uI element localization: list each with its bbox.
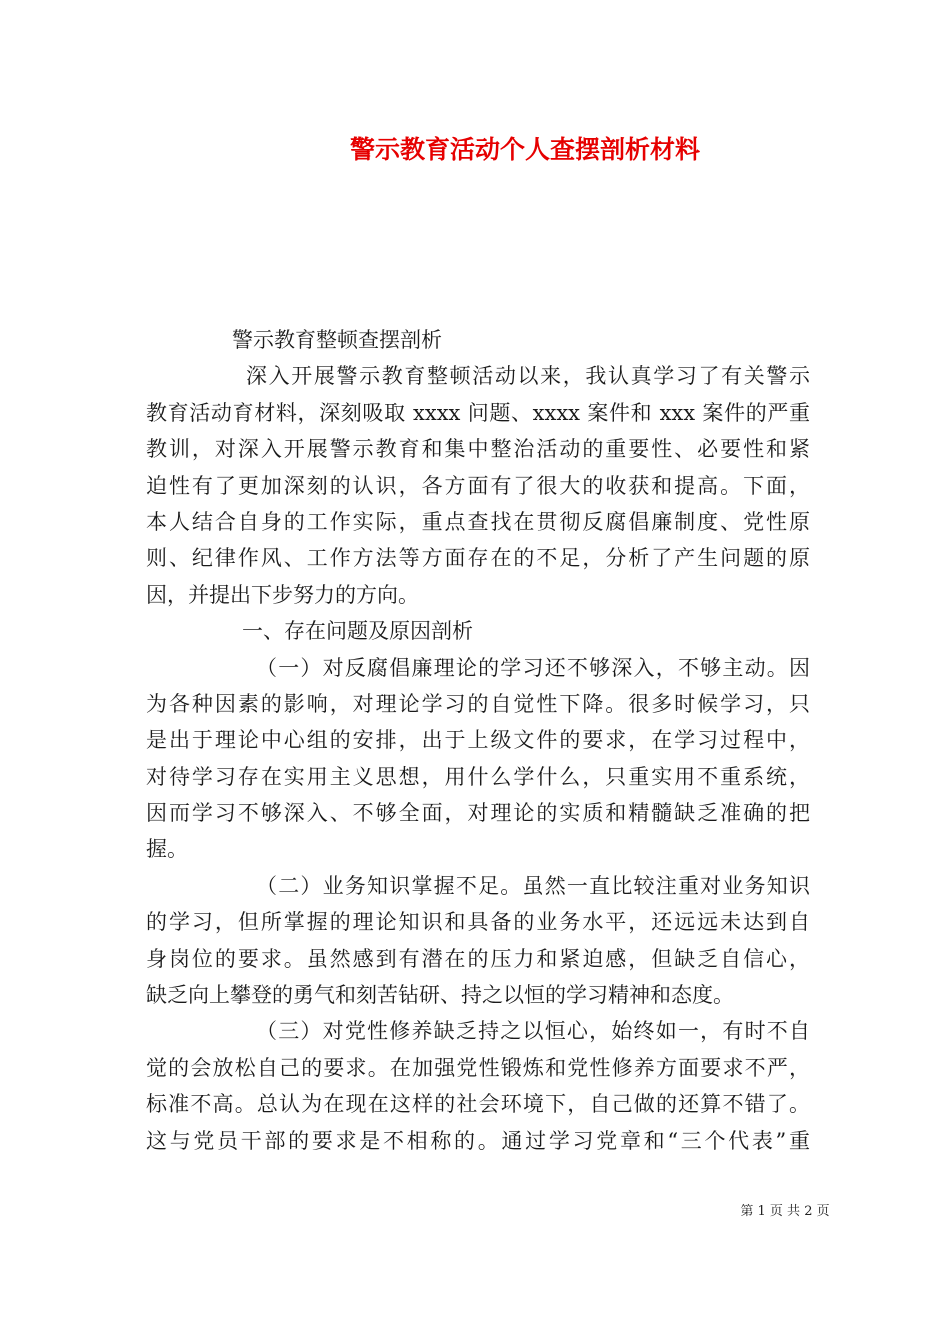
paragraph-line: 的学习，但所掌握的理论知识和具备的业务水平，还远远未达到自	[146, 910, 810, 935]
paragraph-line: 则、纪律作风、工作方法等方面存在的不足，分析了产生问题的原	[146, 546, 810, 571]
paragraph-line: （一）对反腐倡廉理论的学习还不够深入，不够主动。因	[256, 655, 810, 680]
paragraph-line: 因，并提出下步努力的方向。	[146, 582, 419, 607]
paragraph-line: 本人结合自身的工作实际，重点查找在贯彻反腐倡廉制度、党性原	[146, 509, 810, 534]
paragraph-line: 因而学习不够深入、不够全面，对理论的实质和精髓缺乏准确的把	[146, 801, 810, 826]
paragraph-line: 迫性有了更加深刻的认识，各方面有了很大的收获和提高。下面，	[146, 473, 810, 498]
paragraph-line: 这与党员干部的要求是不相称的。通过学习党章和“三个代表”重	[146, 1128, 810, 1153]
paragraph-line: （三）对党性修养缺乏持之以恒心，始终如一，有时不自	[256, 1019, 810, 1044]
paragraph-line: 为各种因素的影响，对理论学习的自觉性下降。很多时候学习，只	[146, 691, 810, 716]
paragraph-line: 教育活动育材料，深刻吸取 xxxx 问题、xxxx 案件和 xxx 案件的严重	[146, 400, 810, 425]
paragraph-line: 对待学习存在实用主义思想，用什么学什么，只重实用不重系统，	[146, 764, 810, 789]
section-heading: 警示教育整顿查摆剖析	[232, 328, 442, 352]
paragraph-line: 缺乏向上攀登的勇气和刻苦钻研、持之以恒的学习精神和态度。	[146, 983, 734, 1008]
paragraph-line: （二）业务知识掌握不足。虽然一直比较注重对业务知识	[256, 873, 810, 898]
section-heading: 一、存在问题及原因剖析	[242, 619, 473, 644]
paragraph-line: 握。	[146, 837, 188, 862]
document-title: 警示教育活动个人查摆剖析材料	[349, 135, 700, 164]
paragraph-line: 是出于理论中心组的安排，出于上级文件的要求，在学习过程中，	[146, 728, 810, 753]
paragraph-line: 深入开展警示教育整顿活动以来，我认真学习了有关警示	[246, 364, 810, 389]
paragraph-line: 标准不高。总认为在现在这样的社会环境下，自己做的还算不错了。	[146, 1092, 810, 1117]
document-body	[146, 322, 810, 1159]
paragraph-line: 身岗位的要求。虽然感到有潜在的压力和紧迫感，但缺乏自信心，	[146, 946, 810, 971]
paragraph-line: 觉的会放松自己的要求。在加强党性锻炼和党性修养方面要求不严，	[146, 1055, 810, 1080]
page-number-footer: 第 1 页 共 2 页	[740, 1204, 830, 1219]
paragraph-line: 教训，对深入开展警示教育和集中整治活动的重要性、必要性和紧	[146, 437, 810, 462]
